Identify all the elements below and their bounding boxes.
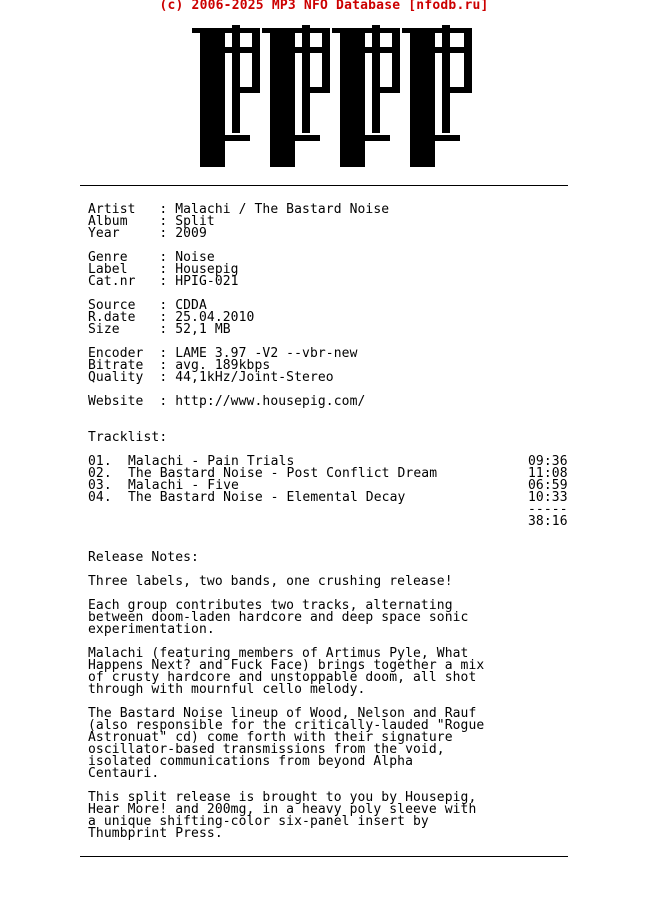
- note-line: This split release is brought to you by Housepig,: [88, 790, 477, 805]
- track-number: 03.: [88, 478, 112, 493]
- note-line: oscillator-based transmissions from the void,: [88, 742, 445, 757]
- track-time: 06:59: [528, 478, 568, 493]
- track-title: Malachi - Five: [128, 478, 239, 493]
- note-line: isolated communications from beyond Alpha: [88, 754, 413, 769]
- release-notes: [88, 576, 484, 840]
- top-divider: [80, 185, 568, 186]
- release-notes-heading: Release Notes:: [88, 550, 199, 565]
- note-line: experimentation.: [88, 622, 215, 637]
- total-time: 38:16: [528, 514, 568, 529]
- size-line: Size : 52,1 MB: [88, 322, 231, 337]
- note-line: Malachi (featuring members of Artimus Pyle, What: [88, 646, 469, 661]
- catnr-line: Cat.nr : HPIG-021: [88, 274, 239, 289]
- note-line: a unique shifting-color six-panel insert by: [88, 814, 429, 829]
- note-line: through with mournful cello melody.: [88, 682, 366, 697]
- track-title: The Bastard Noise - Elemental Decay: [128, 490, 406, 505]
- year-line: Year : 2009: [88, 226, 207, 241]
- note-line: Each group contributes two tracks, alternating: [88, 598, 453, 613]
- track-time: 09:36: [528, 454, 568, 469]
- note-line: Astronuat" cd) come forth with their signature: [88, 730, 453, 745]
- track-time: 11:08: [528, 466, 568, 481]
- track-title: The Bastard Noise - Post Conflict Dream: [128, 466, 438, 481]
- tracklist: [88, 454, 568, 505]
- genre-line: Genre : Noise: [88, 250, 215, 265]
- note-line: Three labels, two bands, one crushing release!: [88, 574, 453, 589]
- note-line: Thumbprint Press.: [88, 826, 223, 841]
- quality-line: Quality : 44,1kHz/Joint-Stereo: [88, 370, 334, 385]
- tracklist-heading: Tracklist:: [88, 430, 168, 445]
- ascii-block-logo-icon: [192, 25, 472, 170]
- total-separator: -----: [528, 502, 568, 517]
- track-number: 04.: [88, 490, 112, 505]
- nfodb-header: (c) 2006-2025 MP3 NFO Database [nfodb.ru]: [159, 0, 489, 13]
- release-date-line: R.date : 25.04.2010: [88, 310, 255, 325]
- encoder-line: Encoder : LAME 3.97 -V2 --vbr-new: [88, 346, 358, 361]
- note-line: The Bastard Noise lineup of Wood, Nelson and Rauf: [88, 706, 477, 721]
- track-number: 01.: [88, 454, 112, 469]
- bitrate-line: Bitrate : avg. 189kbps: [88, 358, 271, 373]
- note-line: between doom-laden hardcore and deep space sonic: [88, 610, 469, 625]
- artist-line: Artist : Malachi / The Bastard Noise: [88, 202, 390, 217]
- note-line: Happens Next? and Fuck Face) brings together a mix: [88, 658, 485, 673]
- website-line: Website : http://www.housepig.com/: [88, 394, 366, 409]
- track-number: 02.: [88, 466, 112, 481]
- track-row: [88, 490, 568, 505]
- bottom-divider: [80, 856, 568, 857]
- track-title: Malachi - Pain Trials: [128, 454, 295, 469]
- label-line: Label : Housepig: [88, 262, 239, 277]
- track-time: 10:33: [528, 490, 568, 505]
- note-line: Centauri.: [88, 766, 160, 781]
- nfo-body: [88, 202, 568, 841]
- note-line: (also responsible for the critically-lauded "Rogue: [88, 718, 485, 733]
- album-line: Album : Split: [88, 214, 215, 229]
- note-line: Hear More! and 200mg, in a heavy poly sleeve with: [88, 802, 477, 817]
- note-line: of crusty hardcore and unstoppable doom, all shot: [88, 670, 477, 685]
- source-line: Source : CDDA: [88, 298, 207, 313]
